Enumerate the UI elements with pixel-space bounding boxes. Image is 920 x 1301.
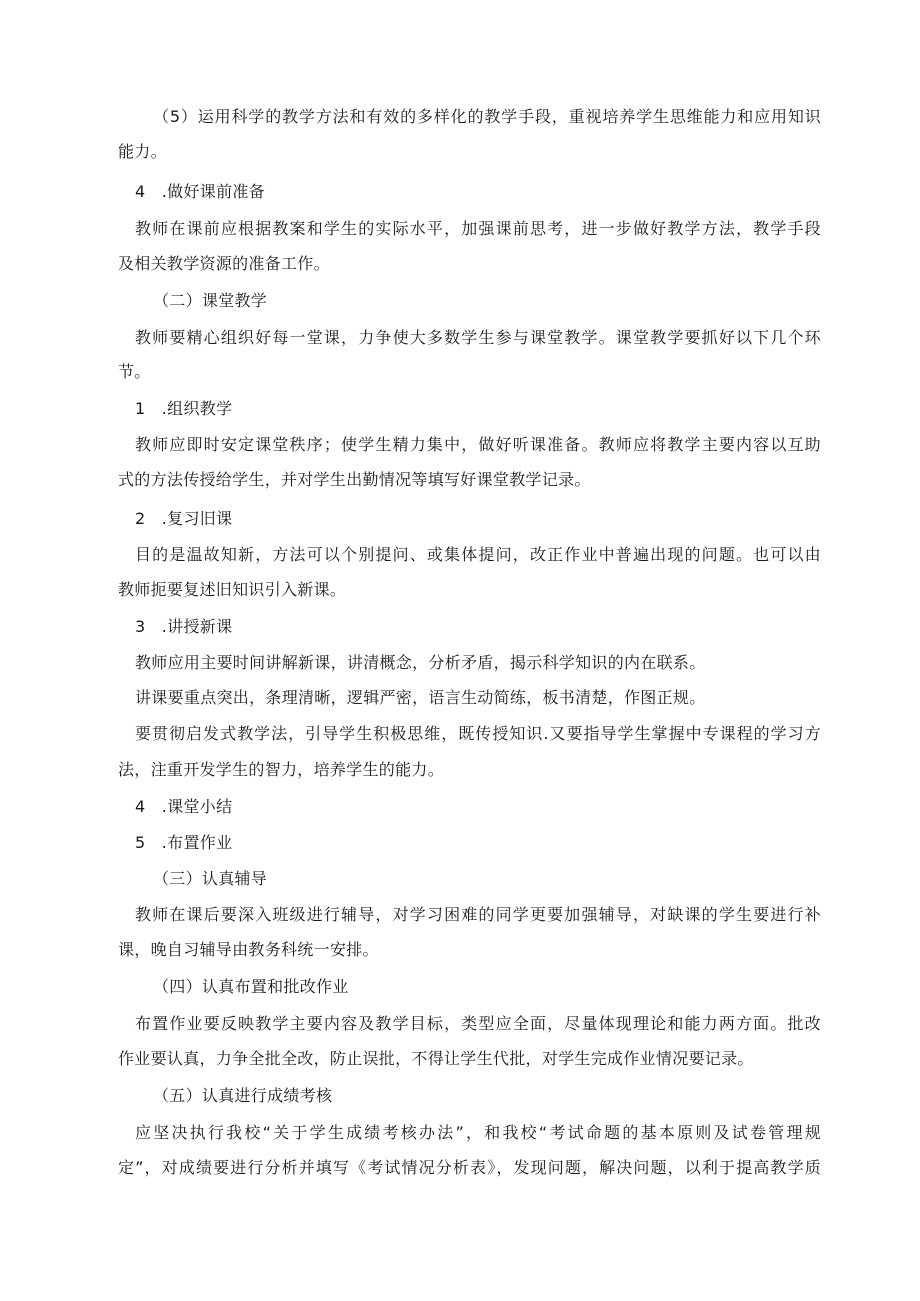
paragraph-line: 教师应用主要时间讲解新课，讲清概念，分析矛盾，揭示科学知识的内在联系。 xyxy=(135,653,706,672)
paragraph-line: 教师要精心组织好每一堂课，力争使大多数学生参与课堂教学。课堂教学要抓好以下几个环 xyxy=(135,328,821,347)
paragraph-line: 要贯彻启发式教学法，引导学生积极思维，既传授知识.又要指导学生掌握中专课程的学习方 xyxy=(135,724,821,743)
paragraph-line: 能力。 xyxy=(118,142,167,161)
paragraph-line: 目的是温故知新，方法可以个别提问、或集体提问，改正作业中普遍出现的问题。也可以由 xyxy=(135,545,821,564)
section-heading: 3 .讲授新课 xyxy=(135,617,233,636)
paragraph-line: 及相关教学资源的准备工作。 xyxy=(118,254,330,273)
section-heading: （四）认真布置和批改作业 xyxy=(153,977,349,996)
section-heading: （二）课堂教学 xyxy=(153,291,268,310)
paragraph-line: 讲课要重点突出，条理清晰，逻辑严密，语言生动简练，板书清楚，作图正规。 xyxy=(135,688,706,707)
paragraph-line: 法，注重开发学生的智力，培养学生的能力。 xyxy=(118,760,445,779)
paragraph-line: （5）运用科学的教学方法和有效的多样化的教学手段，重视培养学生思维能力和应用知识 xyxy=(153,107,821,126)
section-heading: 4 .做好课前准备 xyxy=(135,182,265,201)
paragraph-line: 课，晚自习辅导由教务科统一安排。 xyxy=(118,940,379,959)
paragraph-line: 作业要认真，力争全批全改，防止误批，不得让学生代批，对学生完成作业情况要记录。 xyxy=(118,1049,754,1068)
paragraph-line: 教师应即时安定课堂秩序；使学生精力集中，做好听课准备。教师应将教学主要内容以互助 xyxy=(135,435,821,454)
paragraph-line: 节。 xyxy=(118,362,151,381)
paragraph-line: 教师在课前应根据教案和学生的实际水平，加强课前思考，进一步做好教学方法，教学手段 xyxy=(135,219,821,238)
paragraph-line: 教师扼要复述旧知识引入新课。 xyxy=(118,580,347,599)
section-heading: 4 .课堂小结 xyxy=(135,797,233,816)
section-heading: 5 .布置作业 xyxy=(135,833,233,852)
section-heading: （三）认真辅导 xyxy=(153,869,268,888)
paragraph-line: 布置作业要反映教学主要内容及教学目标，类型应全面，尽量体现理论和能力两方面。批改 xyxy=(135,1014,821,1033)
section-heading: （五）认真进行成绩考核 xyxy=(153,1086,333,1105)
section-heading: 2 .复习旧课 xyxy=(135,509,233,528)
paragraph-line: 式的方法传授给学生，并对学生出勤情况等填写好课堂教学记录。 xyxy=(118,470,591,489)
section-heading: 1 .组织教学 xyxy=(135,399,233,418)
paragraph-line: 教师在课后要深入班级进行辅导，对学习困难的同学更要加强辅导，对缺课的学生要进行补 xyxy=(135,905,821,924)
paragraph-line: 定”，对成绩要进行分析并填写《考试情况分析表》，发现问题，解决问题，以利于提高教学质 xyxy=(118,1158,821,1177)
paragraph-line: 应坚决执行我校“关于学生成绩考核办法”，和我校“考试命题的基本原则及试卷管理规 xyxy=(135,1123,821,1142)
